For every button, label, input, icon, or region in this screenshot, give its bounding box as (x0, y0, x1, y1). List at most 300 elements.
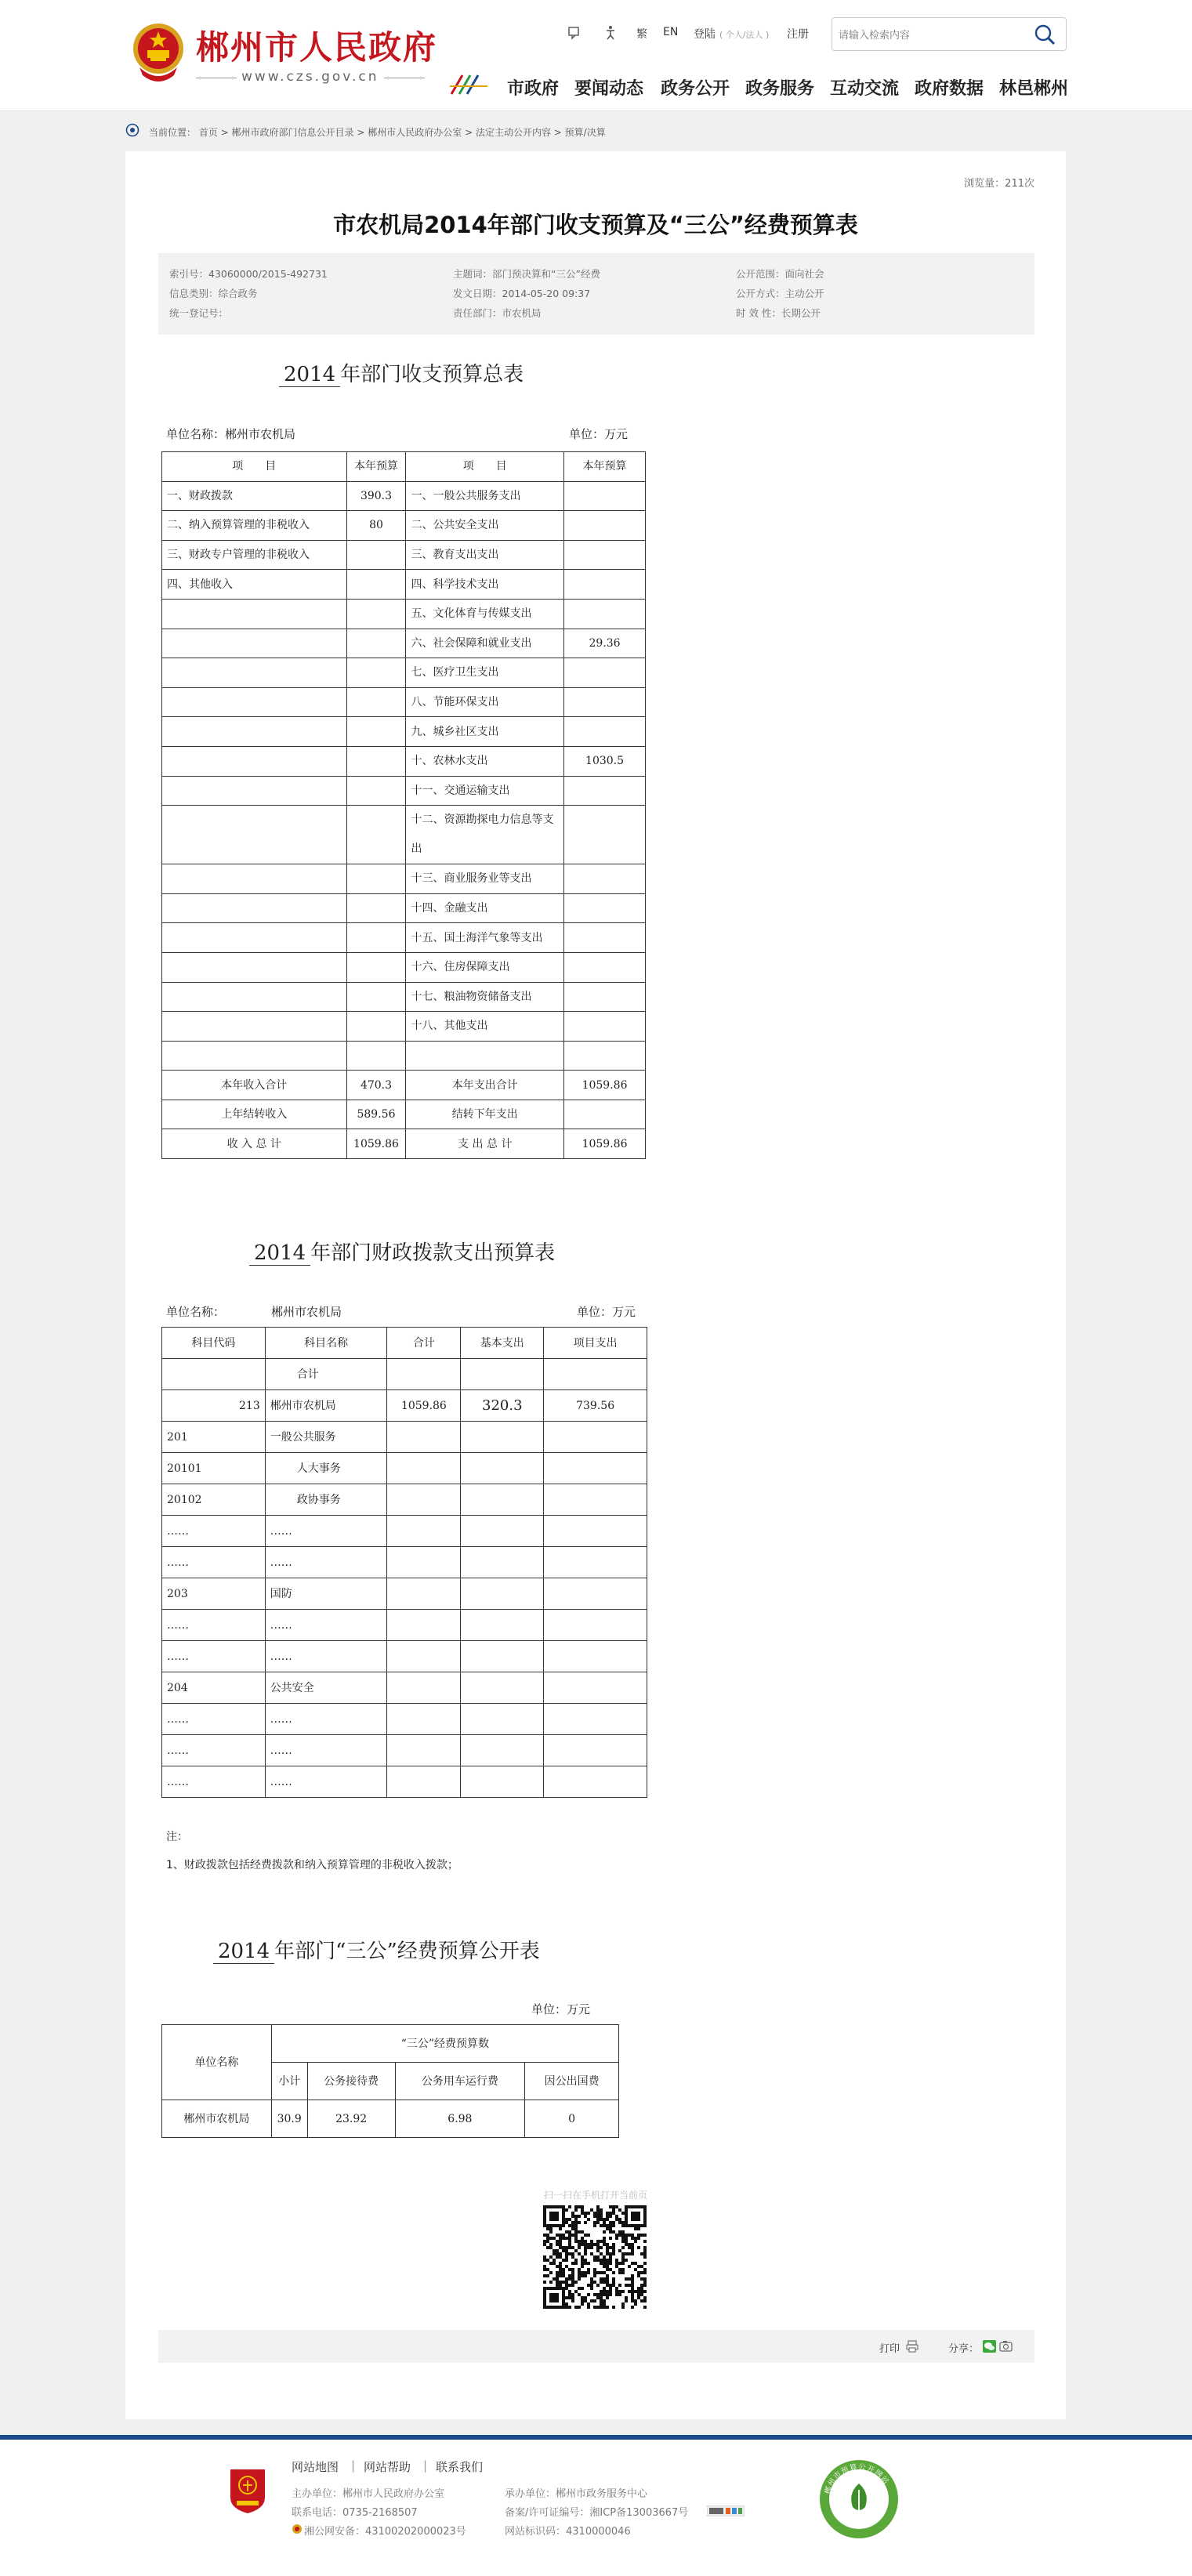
footer-organizer: 承办单位：郴州市政务服务中心 (505, 2488, 648, 2500)
table-cell (461, 1422, 544, 1453)
table-cell (346, 776, 406, 806)
footer-police-record[interactable]: 湘公网安备：43100202000023号 (304, 2526, 466, 2538)
table-cell (564, 923, 646, 953)
table1-year: 2014 (279, 363, 340, 387)
table-row (162, 1672, 647, 1704)
article-title: 市农机局2014年部门收支预算及“三公”经费预算表 (333, 212, 858, 238)
table-header-cell: 科目名称 (265, 1328, 387, 1359)
breadcrumb: 当前位置： 首页 > 郴州市政府部门信息公开目录 > 郴州市人民政府办公室 > 法定主动公开内容 > 预算/决算 (149, 127, 606, 138)
table-cell (461, 1484, 544, 1516)
table-cell (564, 481, 646, 511)
table-header-cell: 科目代码 (162, 1328, 266, 1359)
table-cell: 十六、住房保障支出 (406, 952, 564, 982)
table-row (162, 717, 646, 747)
table-cell (564, 864, 646, 894)
three-public-table (161, 2024, 619, 2138)
table-row (162, 1071, 646, 1100)
table-cell (564, 952, 646, 982)
table-cell (461, 1672, 544, 1704)
table-cell: 公共安全 (265, 1672, 387, 1704)
table-cell (461, 1578, 544, 1610)
table-cell (346, 806, 406, 864)
table-cell (387, 1766, 461, 1798)
table-cell: 390.3 (346, 481, 406, 511)
table-row (162, 1735, 647, 1766)
table-cell (346, 893, 406, 923)
table-row (162, 776, 646, 806)
th-subtotal: 小计 (271, 2063, 307, 2100)
accessibility-read-icon[interactable] (567, 26, 582, 40)
qr-code-icon (543, 2205, 647, 2309)
table-row (162, 1484, 647, 1516)
table-cell: 七、医疗卫生支出 (406, 658, 564, 688)
table-row (162, 864, 646, 894)
print-link[interactable]: 打印 (879, 2343, 900, 2355)
table-cell: 九、城乡社区支出 (406, 717, 564, 747)
breadcrumb-item[interactable]: 郴州市人民政府办公室 (368, 127, 462, 138)
table-cell: 二、纳入预算管理的非税收入 (162, 511, 347, 541)
table-cell: 上年结转收入 (162, 1100, 347, 1129)
table-cell (461, 1453, 544, 1484)
table-cell (544, 1766, 647, 1798)
table-cell (564, 776, 646, 806)
weibo-icon[interactable] (999, 2340, 1013, 2353)
meta-category: 信息类别：综合政务 (169, 288, 258, 299)
table-row (162, 599, 646, 629)
table-cell (346, 658, 406, 688)
table-header-cell: 项 目 (162, 452, 347, 482)
badge-text: 郴州市预算公开网站 (823, 2462, 891, 2495)
table-cell (461, 1641, 544, 1672)
table-cell (564, 570, 646, 600)
table-cell: 收 入 总 计 (162, 1129, 347, 1159)
table-row (162, 687, 646, 717)
table-cell: 支 出 总 计 (406, 1129, 564, 1159)
th-reception: 公务接待费 (307, 2063, 395, 2100)
breadcrumb-current[interactable]: 预算/决算 (564, 127, 606, 138)
table-cell (544, 1484, 647, 1516)
meta-method: 公开方式：主动公开 (736, 288, 824, 299)
table-cell (564, 511, 646, 541)
footer-link-help[interactable]: 网站帮助 (364, 2460, 411, 2474)
table-header-cell: 项目支出 (544, 1328, 647, 1359)
table-row (162, 1422, 647, 1453)
meta-date: 发文日期：2014-05-20 09:37 (453, 288, 591, 299)
table-row (162, 746, 646, 776)
table-cell (387, 1484, 461, 1516)
table-row (162, 1012, 646, 1042)
table-row (162, 511, 646, 541)
table-cell (461, 1766, 544, 1798)
table-cell (544, 1610, 647, 1641)
table-cell: …… (162, 1610, 266, 1641)
table-cell: 三、财政专户管理的非税收入 (162, 540, 347, 570)
table-cell: 四、其他收入 (162, 570, 347, 600)
table2-title-text: 年部门财政拨款支出预算表 (310, 1241, 556, 1265)
table2-title (249, 1237, 555, 1266)
table-cell (544, 1578, 647, 1610)
table-cell (387, 1735, 461, 1766)
table-cell (564, 982, 646, 1012)
table-row (162, 1766, 647, 1798)
register-link[interactable]: 注册 (787, 28, 809, 41)
table-cell: 30.9 (271, 2100, 307, 2138)
th-unit-name: 单位名称 (162, 2025, 272, 2100)
nav-item-news[interactable]: 要闻动态 (574, 79, 644, 99)
article-meta (158, 253, 1034, 335)
table2-year: 2014 (249, 1241, 310, 1266)
table-cell: 470.3 (346, 1071, 406, 1100)
table2-unit: 单位：万元 (577, 1305, 636, 1319)
table-cell (387, 1453, 461, 1484)
print-icon[interactable] (905, 2339, 919, 2353)
table-row (162, 1547, 647, 1578)
breadcrumb-item[interactable]: 郴州市政府部门信息公开目录 (231, 127, 354, 138)
table-cell: 23.92 (307, 2100, 395, 2138)
table-cell (461, 1547, 544, 1578)
login-hint: ( 个人/法人 ) (719, 30, 770, 40)
table-cell (346, 864, 406, 894)
table-cell: …… (265, 1766, 387, 1798)
nav-item-gov-affairs[interactable]: 政务公开 (661, 79, 730, 99)
table-cell (387, 1578, 461, 1610)
table-cell (387, 1359, 461, 1390)
meta-index-no: 索引号：43060000/2015-492731 (169, 268, 328, 280)
table-cell (162, 1012, 347, 1042)
table-cell: 201 (162, 1422, 266, 1453)
table1-unit: 单位：万元 (569, 427, 629, 441)
table-cell (544, 1359, 647, 1390)
table-cell (564, 1100, 646, 1129)
table-cell: 1059.86 (564, 1129, 646, 1159)
table-cell (162, 687, 347, 717)
table-row (162, 1610, 647, 1641)
table-cell (406, 1041, 564, 1071)
table-cell (346, 599, 406, 629)
table-header-cell: 本年预算 (564, 452, 646, 482)
table-cell: 人大事务 (265, 1453, 387, 1484)
table-cell (461, 1359, 544, 1390)
nav-item-services[interactable]: 政务服务 (745, 79, 815, 99)
footer-phone: 联系电话：0735-2168507 (292, 2507, 418, 2519)
wechat-icon[interactable] (983, 2340, 996, 2353)
table-cell (544, 1641, 647, 1672)
lang-en-link[interactable]: EN (663, 26, 679, 38)
note-label: 注： (166, 1831, 188, 1843)
table-cell (346, 540, 406, 570)
budget-disclosure-badge[interactable] (818, 2458, 900, 2540)
table-cell: …… (162, 1766, 266, 1798)
location-icon (125, 123, 139, 137)
table-cell (162, 893, 347, 923)
table-cell (162, 1041, 347, 1071)
footer-sep: | (423, 2458, 428, 2473)
table1-title (279, 358, 524, 387)
table-cell (564, 540, 646, 570)
site-url: www.czs.gov.cn (241, 69, 379, 85)
meta-validity: 时 效 性：长期公开 (736, 307, 821, 319)
table-cell (461, 1610, 544, 1641)
table-cell (162, 806, 347, 864)
table-cell: …… (265, 1547, 387, 1578)
table-cell: 320.3 (461, 1390, 544, 1422)
view-count: 浏览量：211次 (964, 178, 1034, 190)
nav-item-linyi[interactable]: 林邑郴州 (999, 79, 1069, 99)
table-cell (162, 629, 347, 658)
footer-sep: | (351, 2458, 356, 2473)
meta-department: 责任部门：市农机局 (453, 307, 542, 319)
table-header-cell: 项 目 (406, 452, 564, 482)
table-cell (162, 982, 347, 1012)
table-cell: 十、农林水支出 (406, 746, 564, 776)
table-row (162, 1359, 647, 1390)
table-cell (346, 982, 406, 1012)
table-row (162, 952, 646, 982)
table-row (162, 923, 646, 953)
table-header-cell: 合计 (387, 1328, 461, 1359)
table-cell: 一、财政拨款 (162, 481, 347, 511)
table-cell (346, 570, 406, 600)
table-row (162, 1041, 646, 1071)
table-row (162, 982, 646, 1012)
table-cell (544, 1704, 647, 1735)
table-row (162, 1390, 647, 1422)
table-cell: …… (265, 1516, 387, 1547)
table-cell (387, 1610, 461, 1641)
table-row (162, 1100, 646, 1129)
table3-year: 2014 (213, 1940, 274, 1964)
table-cell (564, 717, 646, 747)
table-cell (544, 1672, 647, 1704)
table-row (162, 658, 646, 688)
table-cell (162, 776, 347, 806)
table-cell: …… (162, 1735, 266, 1766)
table3-title (213, 1935, 540, 1964)
table-cell: 合计 (265, 1359, 387, 1390)
cnzz-stat-icon[interactable] (707, 2505, 745, 2516)
table-row (162, 1641, 647, 1672)
site-header (0, 0, 1192, 111)
meta-reg-no: 统一登记号： (169, 307, 229, 319)
table-cell: 20101 (162, 1453, 266, 1484)
table-header-cell: 本年预算 (346, 452, 406, 482)
table-cell: 20102 (162, 1484, 266, 1516)
footer-site-id: 网站标识码：4310000046 (505, 2526, 631, 2538)
table-cell: 本年收入合计 (162, 1071, 347, 1100)
table-cell (387, 1547, 461, 1578)
table-cell: 80 (346, 511, 406, 541)
table-cell (544, 1516, 647, 1547)
table-cell: 十五、国土海洋气象等支出 (406, 923, 564, 953)
table-cell: 1030.5 (564, 746, 646, 776)
party-gov-badge-icon[interactable] (227, 2466, 268, 2515)
breadcrumb-label: 当前位置： (149, 127, 197, 138)
table-cell: 29.36 (564, 629, 646, 658)
table-cell: 6.98 (395, 2100, 525, 2138)
table-cell: …… (265, 1641, 387, 1672)
table-cell: 一、一般公共服务支出 (406, 481, 564, 511)
table-cell (544, 1453, 647, 1484)
table-cell: 203 (162, 1578, 266, 1610)
table-cell: 0 (525, 2100, 619, 2138)
table-cell (162, 864, 347, 894)
table-cell (162, 599, 347, 629)
table-cell: 十三、商业服务业等支出 (406, 864, 564, 894)
table-cell (162, 717, 347, 747)
nav-item-government[interactable]: 市政府 (507, 79, 560, 99)
table-cell: 一般公共服务 (265, 1422, 387, 1453)
table-row (162, 1516, 647, 1547)
table-row (162, 1704, 647, 1735)
table-cell: …… (162, 1547, 266, 1578)
table-cell: …… (162, 1704, 266, 1735)
table-cell (461, 1516, 544, 1547)
table-cell (564, 1041, 646, 1071)
table-cell: 十二、资源勘探电力信息等支出 (406, 806, 564, 864)
table-cell: 结转下年支出 (406, 1100, 564, 1129)
table-cell (461, 1735, 544, 1766)
table-cell (346, 1041, 406, 1071)
table-cell: …… (162, 1516, 266, 1547)
search-box (832, 17, 1067, 51)
nav-decoration-icon (448, 71, 491, 99)
table-row (162, 806, 646, 864)
th-group: “三公”经费预算数 (271, 2025, 618, 2063)
table-cell (564, 893, 646, 923)
table-cell: 三、教育支出支出 (406, 540, 564, 570)
table-cell (564, 599, 646, 629)
table-cell (544, 1735, 647, 1766)
table-row (162, 1578, 647, 1610)
table-cell (564, 658, 646, 688)
table-cell: 四、科学技术支出 (406, 570, 564, 600)
table-cell (162, 952, 347, 982)
table-cell (346, 687, 406, 717)
table-cell: 六、社会保障和就业支出 (406, 629, 564, 658)
site-footer (0, 2440, 1192, 2576)
table2-unit-name: 郴州市农机局 (271, 1305, 342, 1319)
table-cell: 郴州市农机局 (265, 1390, 387, 1422)
table-cell (162, 746, 347, 776)
table-cell (564, 1012, 646, 1042)
table-row (162, 540, 646, 570)
site-name[interactable]: 郴州市人民政府 (196, 28, 438, 67)
table-cell (461, 1704, 544, 1735)
table-cell: 1059.86 (387, 1390, 461, 1422)
article-card (125, 151, 1066, 2419)
nav-item-data[interactable]: 政府数据 (915, 79, 984, 99)
table-cell: 589.56 (346, 1100, 406, 1129)
accessibility-icon[interactable] (603, 25, 618, 41)
table-cell: 十八、其他支出 (406, 1012, 564, 1042)
table-cell (544, 1422, 647, 1453)
table-cell: 国防 (265, 1578, 387, 1610)
table-header-cell: 基本支出 (461, 1328, 544, 1359)
table-cell: 郴州市农机局 (162, 2100, 272, 2138)
table-cell: 政协事务 (265, 1484, 387, 1516)
table-cell (387, 1704, 461, 1735)
table-cell: 十一、交通运输支出 (406, 776, 564, 806)
table-cell: …… (265, 1704, 387, 1735)
table-cell (162, 658, 347, 688)
lang-fanti-link[interactable]: 繁 (636, 28, 647, 41)
table-cell (387, 1422, 461, 1453)
table-cell (564, 687, 646, 717)
table-cell (544, 1547, 647, 1578)
footer-sponsor: 主办单位：郴州市人民政府办公室 (292, 2488, 445, 2500)
table-cell (387, 1641, 461, 1672)
table-cell (564, 806, 646, 864)
table-cell (346, 923, 406, 953)
footer-link-sitemap[interactable]: 网站地图 (292, 2460, 339, 2474)
meta-keywords: 主题词：部门预决算和“三公”经费 (453, 268, 600, 280)
table-cell (162, 923, 347, 953)
table-cell: 1059.86 (346, 1129, 406, 1159)
th-abroad: 因公出国费 (525, 2063, 619, 2100)
budget-summary-table (161, 451, 646, 1159)
share-bar (158, 2330, 1034, 2363)
table-cell: 本年支出合计 (406, 1071, 564, 1100)
table3-unit: 单位：万元 (531, 2002, 591, 2016)
table-cell: 五、文化体育与传媒支出 (406, 599, 564, 629)
national-emblem-icon (132, 20, 185, 85)
th-vehicle: 公务用车运行费 (395, 2063, 525, 2100)
table-cell: 739.56 (544, 1390, 647, 1422)
table-row (162, 570, 646, 600)
appropriation-table (161, 1327, 647, 1798)
table3-title-text: 年部门“三公”经费预算公开表 (274, 1940, 540, 1963)
nav-item-interaction[interactable]: 互动交流 (830, 79, 900, 99)
table-cell: 十四、金融支出 (406, 893, 564, 923)
table-cell (162, 1359, 266, 1390)
table-cell (387, 1672, 461, 1704)
table-cell: …… (265, 1735, 387, 1766)
table-cell: 二、公共安全支出 (406, 511, 564, 541)
login-link[interactable]: 登陆 (694, 28, 716, 41)
table1-unit-name: 单位名称：郴州市农机局 (166, 427, 296, 441)
table-row (162, 481, 646, 511)
table-row (162, 1129, 646, 1159)
table-cell: 十七、粮油物资储备支出 (406, 982, 564, 1012)
table-cell: 204 (162, 1672, 266, 1704)
table-cell (346, 629, 406, 658)
table-cell (346, 717, 406, 747)
meta-scope: 公开范围：面向社会 (736, 268, 824, 280)
table1-title-text: 年部门收支预算总表 (340, 363, 524, 386)
table-cell: …… (265, 1610, 387, 1641)
qr-label: 扫一扫在手机打开当前页 (544, 2190, 648, 2201)
table-row (162, 893, 646, 923)
table-row (162, 629, 646, 658)
table-cell (387, 1516, 461, 1547)
table-cell (346, 746, 406, 776)
search-input[interactable] (839, 26, 1027, 43)
breadcrumb-item[interactable]: 法定主动公开内容 (475, 127, 551, 138)
search-icon[interactable] (1033, 23, 1056, 46)
note-text: 1、财政拨款包括经费拨款和纳入预算管理的非税收入拨款； (166, 1859, 458, 1871)
table2-unit-label: 单位名称： (166, 1305, 226, 1319)
breadcrumb-home[interactable]: 首页 (198, 127, 218, 138)
table-row (162, 1453, 647, 1484)
footer-link-contact[interactable]: 联系我们 (436, 2460, 484, 2474)
share-label: 分享： (948, 2343, 980, 2355)
table-cell: 八、节能环保支出 (406, 687, 564, 717)
table-cell (346, 1012, 406, 1042)
table-cell: 213 (162, 1390, 266, 1422)
footer-icp[interactable]: 备案/许可证编号：湘ICP备13003667号 (505, 2507, 689, 2519)
police-badge-icon (292, 2523, 303, 2534)
table-cell (346, 952, 406, 982)
